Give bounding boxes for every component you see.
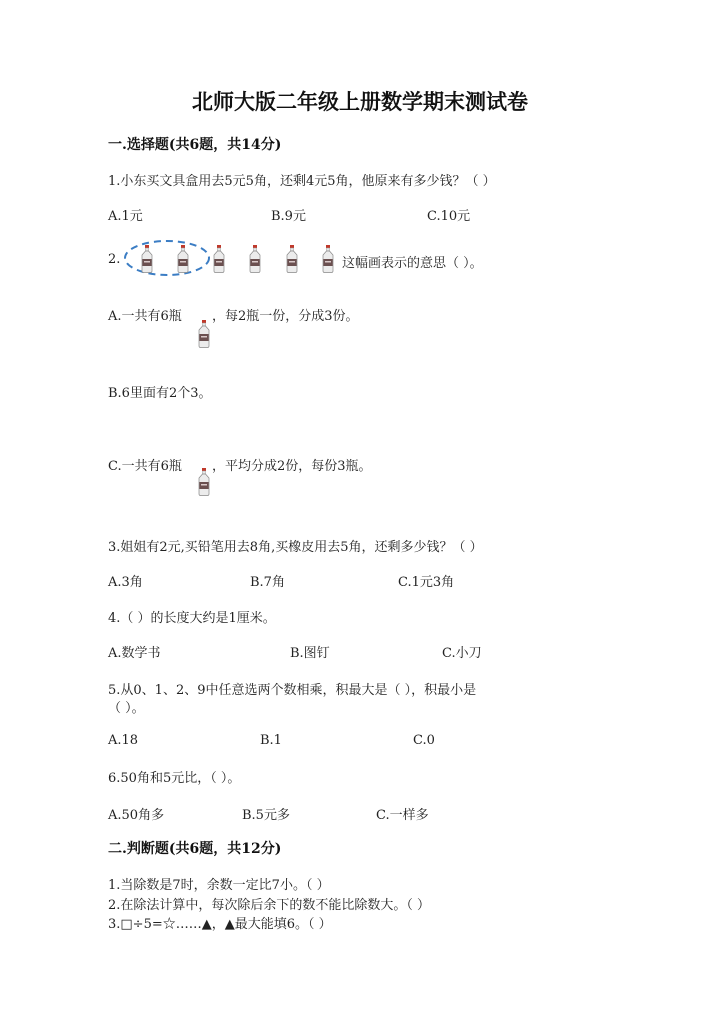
page-title: 北师大版二年级上册数学期末测试卷 — [192, 89, 528, 114]
q4-option-b[interactable]: B.图钉 — [290, 646, 330, 661]
judge-item-2: 2.在除法计算中，每次除后余下的数不能比除数大。（ ） — [108, 898, 431, 913]
q5-option-c[interactable]: C.0 — [413, 733, 435, 748]
grouping-ellipse — [122, 238, 212, 278]
bottle-icon — [175, 245, 191, 273]
q6-option-b[interactable]: B.5元多 — [242, 808, 290, 823]
section-1-header: 一.选择题(共6题，共14分) — [108, 137, 282, 153]
bottle-icon — [247, 245, 263, 273]
question-5-cont: （ ）。 — [108, 701, 145, 716]
q6-option-c[interactable]: C.一样多 — [376, 808, 429, 823]
question-3: 3.姐姐有2元,买铅笔用去8角,买橡皮用去5角，还剩多少钱？（ ） — [108, 540, 483, 555]
q4-option-c[interactable]: C.小刀 — [442, 646, 482, 661]
bottle-icon — [284, 245, 300, 273]
bottle-icon — [320, 245, 336, 273]
q1-option-b[interactable]: B.9元 — [271, 209, 306, 224]
question-5: 5.从0、1、2、9中任意选两个数相乘，积最大是（ ），积最小是 — [108, 683, 477, 698]
q3-option-c[interactable]: C.1元3角 — [398, 575, 455, 590]
bottle-icon — [139, 245, 155, 273]
q3-option-a[interactable]: A.3角 — [108, 575, 143, 590]
q2-option-c[interactable]: C.一共有6瓶 — [108, 459, 182, 474]
q2-option-a-rest: ，每2瓶一份，分成3份。 — [212, 309, 359, 324]
question-6: 6.50角和5元比，（ ）。 — [108, 771, 241, 786]
bottle-icon — [196, 468, 212, 496]
q2-option-c-rest: ，平均分成2份，每份3瓶。 — [212, 459, 372, 474]
q3-option-b[interactable]: B.7角 — [250, 575, 285, 590]
q2-option-a[interactable]: A.一共有6瓶 — [108, 309, 182, 324]
q6-option-a[interactable]: A.50角多 — [108, 808, 165, 823]
judge-item-3: 3.□÷5=☆……▲，▲最大能填6。（ ） — [108, 917, 332, 932]
question-1: 1.小东买文具盒用去5元5角，还剩4元5角，他原来有多少钱？（ ） — [108, 174, 496, 189]
bottle-icon — [196, 320, 212, 348]
q1-option-a[interactable]: A.1元 — [108, 209, 143, 224]
question-2: 这幅画表示的意思（ ）。 — [342, 256, 483, 271]
q5-option-b[interactable]: B.1 — [260, 733, 282, 748]
judge-item-1: 1.当除数是7时，余数一定比7小。（ ） — [108, 878, 330, 893]
bottle-icon — [211, 245, 227, 273]
q4-option-a[interactable]: A.数学书 — [108, 646, 161, 661]
question-4: 4.（ ）的长度大约是1厘米。 — [108, 611, 276, 626]
q1-option-c[interactable]: C.10元 — [427, 209, 471, 224]
section-2-header: 二.判断题(共6题，共12分) — [108, 841, 282, 857]
q2-option-b[interactable]: B.6里面有2个3。 — [108, 386, 212, 401]
question-2-number: 2. — [108, 252, 121, 267]
q5-option-a[interactable]: A.18 — [108, 733, 139, 748]
